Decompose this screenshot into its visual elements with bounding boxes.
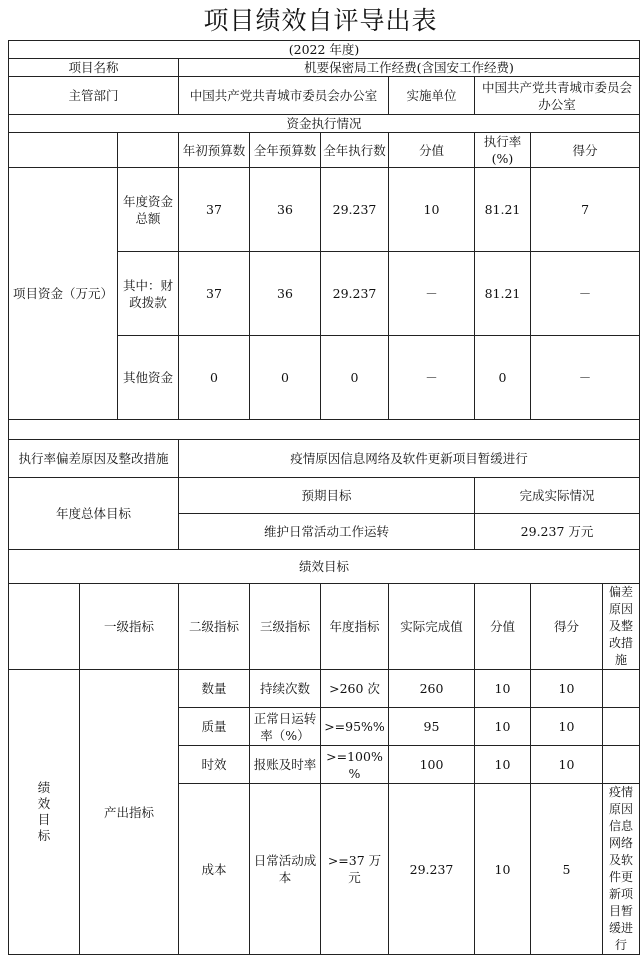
perf-header-blank: [9, 584, 80, 670]
funds-label: 项目资金（万元）: [9, 168, 118, 420]
perf-side-label-text: 绩效目标: [37, 780, 51, 843]
funds-row-label: 年度资金总额: [118, 168, 179, 252]
funds-cell: 0: [179, 336, 250, 420]
funds-section-heading: 资金执行情况: [9, 115, 640, 133]
actual-value: 29.237 万元: [475, 514, 640, 550]
funds-cell: 29.237: [321, 252, 389, 336]
perf-actual: 260: [389, 670, 475, 708]
perf-level3: 持续次数: [250, 670, 321, 708]
perf-score-value: 10: [475, 708, 531, 746]
perf-score: 5: [531, 784, 603, 955]
perf-score-value: 10: [475, 784, 531, 955]
perf-reason: [603, 670, 640, 708]
deviation-text: 疫情原因信息网络及软件更新项目暂缓进行: [179, 440, 640, 478]
dept-label: 主管部门: [9, 77, 179, 115]
perf-level2: 时效: [179, 746, 250, 784]
funds-cell: －: [389, 336, 475, 420]
funds-header: 全年预算数: [250, 133, 321, 168]
perf-score-value: 10: [475, 670, 531, 708]
funds-cell: 7: [531, 168, 640, 252]
funds-header-blank: [9, 133, 118, 168]
funds-cell: 0: [475, 336, 531, 420]
perf-target: >=37 万元: [321, 784, 389, 955]
perf-header: 分值: [475, 584, 531, 670]
impl-value: 中国共产党共青城市委员会办公室: [475, 77, 640, 115]
perf-reason: 疫情原因信息网络及软件更新项目暂缓进行: [603, 784, 640, 955]
page-title: 项目绩效自评导出表: [203, 6, 438, 35]
actual-label: 完成实际情况: [475, 478, 640, 514]
funds-cell: 10: [389, 168, 475, 252]
perf-header: 得分: [531, 584, 603, 670]
funds-row-label: 其中：财政拨款: [118, 252, 179, 336]
perf-actual: 95: [389, 708, 475, 746]
perf-score: 10: [531, 746, 603, 784]
funds-header-blank-2: [118, 133, 179, 168]
funds-cell: 36: [250, 252, 321, 336]
evaluation-table: [8, 40, 640, 955]
perf-level3: 正常日运转率（%）: [250, 708, 321, 746]
perf-level2: 成本: [179, 784, 250, 955]
perf-header: 二级指标: [179, 584, 250, 670]
perf-section-heading: 绩效目标: [9, 550, 640, 584]
funds-row-label: 其他资金: [118, 336, 179, 420]
perf-score-value: 10: [475, 746, 531, 784]
perf-header: 实际完成值: [389, 584, 475, 670]
funds-cell: 81.21: [475, 168, 531, 252]
funds-header: 分值: [389, 133, 475, 168]
funds-cell: －: [531, 336, 640, 420]
perf-level3: 报账及时率: [250, 746, 321, 784]
project-name-label: 项目名称: [9, 59, 179, 77]
perf-level2: 数量: [179, 670, 250, 708]
impl-label: 实施单位: [389, 77, 475, 115]
perf-header: 三级指标: [250, 584, 321, 670]
deviation-label: 执行率偏差原因及整改措施: [9, 440, 179, 478]
funds-header: 全年执行数: [321, 133, 389, 168]
expected-goal-label: 预期目标: [179, 478, 475, 514]
perf-actual: 100: [389, 746, 475, 784]
perf-side-label: [9, 670, 80, 955]
project-name: 机要保密局工作经费(含国安工作经费): [179, 59, 640, 77]
funds-cell: －: [531, 252, 640, 336]
perf-target: >=95%%: [321, 708, 389, 746]
spacer-row: [9, 420, 640, 440]
perf-level2: 质量: [179, 708, 250, 746]
year-label: (2022 年度): [9, 41, 640, 59]
perf-reason: [603, 746, 640, 784]
perf-header: 偏差原因及整改措施: [603, 584, 640, 670]
annual-goal-label: 年度总体目标: [9, 478, 179, 550]
perf-header: 一级指标: [80, 584, 179, 670]
funds-cell: 36: [250, 168, 321, 252]
funds-header: 执行率(%): [475, 133, 531, 168]
funds-cell: －: [389, 252, 475, 336]
funds-header: 年初预算数: [179, 133, 250, 168]
funds-cell: 37: [179, 168, 250, 252]
funds-cell: 37: [179, 252, 250, 336]
funds-cell: 81.21: [475, 252, 531, 336]
perf-level1: 产出指标: [80, 670, 179, 955]
funds-cell: 0: [250, 336, 321, 420]
perf-reason: [603, 708, 640, 746]
funds-header: 得分: [531, 133, 640, 168]
perf-score: 10: [531, 708, 603, 746]
dept-value: 中国共产党共青城市委员会办公室: [179, 77, 389, 115]
perf-target: >=100%%: [321, 746, 389, 784]
perf-target: >260 次: [321, 670, 389, 708]
perf-score: 10: [531, 670, 603, 708]
expected-goal: 维护日常活动工作运转: [179, 514, 475, 550]
perf-level3: 日常活动成本: [250, 784, 321, 955]
perf-header: 年度指标: [321, 584, 389, 670]
funds-cell: 29.237: [321, 168, 389, 252]
perf-actual: 29.237: [389, 784, 475, 955]
funds-cell: 0: [321, 336, 389, 420]
